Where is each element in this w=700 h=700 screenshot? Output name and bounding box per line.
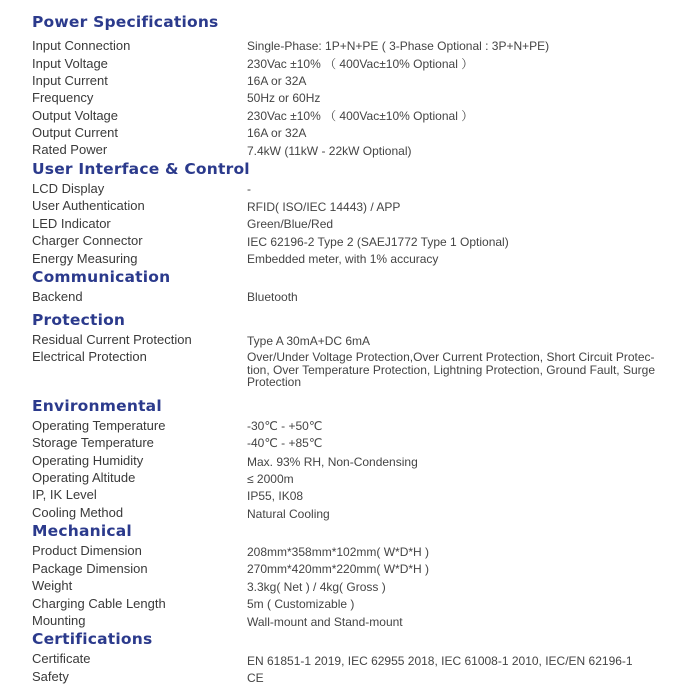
spec-label: Cooling Method (32, 505, 124, 520)
spec-label: Output Voltage (32, 108, 119, 123)
spec-label: Charging Cable Length (32, 596, 166, 611)
spec-label: Package Dimension (32, 561, 148, 576)
spec-value: Max. 93% RH, Non-Condensing (247, 455, 418, 469)
spec-value: Type A 30mA+DC 6mA (247, 334, 371, 348)
spec-value: 7.4kW (11kW - 22kW Optional) (247, 144, 412, 158)
spec-value: 50Hz or 60Hz (247, 91, 321, 105)
spec-label: Certificate (32, 651, 91, 666)
section-title-environmental: Environmental (32, 397, 162, 415)
spec-value: Wall-mount and Stand-mount (247, 615, 403, 629)
spec-value: Embedded meter, with 1% accuracy (247, 252, 439, 266)
spec-value: Bluetooth (247, 290, 298, 304)
spec-value: 230Vac ±10% （ 400Vac±10% Optional ） (247, 109, 474, 123)
spec-label: LCD Display (32, 181, 105, 196)
spec-value: ≤ 2000m (247, 472, 294, 486)
spec-label: IP, IK Level (32, 487, 97, 502)
spec-label: Frequency (32, 90, 94, 105)
section-title-certifications: Certifications (32, 630, 153, 648)
spec-label: Input Connection (32, 38, 131, 53)
spec-value: - (247, 182, 251, 196)
spec-value-line: Over/Under Voltage Protection,Over Current Protection, Short Circuit Protec- (247, 350, 655, 364)
spec-label: Storage Temperature (32, 435, 154, 450)
spec-label: Input Current (32, 73, 108, 88)
spec-value: 270mm*420mm*220mm( W*D*H ) (247, 562, 430, 576)
spec-label: Operating Humidity (32, 453, 144, 468)
spec-label: Electrical Protection (32, 349, 147, 364)
spec-value: 16A or 32A (247, 126, 307, 140)
spec-value: IP55, IK08 (247, 489, 304, 503)
spec-label: Operating Altitude (32, 470, 136, 485)
section-title-user-interface: User Interface & Control (32, 160, 250, 178)
spec-label: LED Indicator (32, 216, 111, 231)
spec-value: CE (247, 671, 264, 685)
spec-value: Natural Cooling (247, 507, 330, 521)
spec-label: User Authentication (32, 198, 145, 213)
spec-label: Energy Measuring (32, 251, 138, 266)
spec-value: Green/Blue/Red (247, 217, 334, 231)
spec-value: -30℃ - +50℃ (247, 419, 323, 433)
spec-label: Operating Temperature (32, 418, 166, 433)
spec-value: EN 61851-1 2019, IEC 62955 2018, IEC 61008-1 2010, IEC/EN 62196-1 (247, 654, 633, 668)
spec-value: Single-Phase: 1P+N+PE ( 3-Phase Optional : 3P+N+PE) (247, 39, 550, 53)
spec-value-multiline (247, 351, 675, 389)
spec-value: 16A or 32A (247, 74, 307, 88)
spec-label: Safety (32, 669, 69, 684)
spec-label: Input Voltage (32, 56, 108, 71)
spec-label: Residual Current Protection (32, 332, 192, 347)
spec-value: 5m ( Customizable ) (247, 597, 355, 611)
spec-value: 208mm*358mm*102mm( W*D*H ) (247, 545, 430, 559)
spec-label: Backend (32, 289, 83, 304)
spec-label: Output Current (32, 125, 118, 140)
spec-value: -40℃ - +85℃ (247, 436, 323, 450)
spec-label: Mounting (32, 613, 86, 628)
section-title-mechanical: Mechanical (32, 522, 132, 540)
section-title-power: Power Specifications (32, 13, 219, 31)
spec-value: RFID( ISO/IEC 14443) / APP (247, 200, 401, 214)
spec-value: IEC 62196-2 Type 2 (SAEJ1772 Type 1 Optional) (247, 235, 509, 249)
spec-value-line: tion, Over Temperature Protection, Lightning Protection, Ground Fault, Surge (247, 362, 655, 377)
spec-label: Charger Connector (32, 233, 143, 248)
section-title-protection: Protection (32, 311, 126, 329)
spec-label: Rated Power (32, 142, 108, 157)
spec-label: Weight (32, 578, 73, 593)
section-title-communication: Communication (32, 268, 171, 286)
spec-value-line: Protection (247, 375, 302, 389)
spec-value: 230Vac ±10% （ 400Vac±10% Optional ） (247, 57, 474, 71)
spec-value: 3.3kg( Net ) / 4kg( Gross ) (247, 580, 386, 594)
spec-label: Product Dimension (32, 543, 142, 558)
